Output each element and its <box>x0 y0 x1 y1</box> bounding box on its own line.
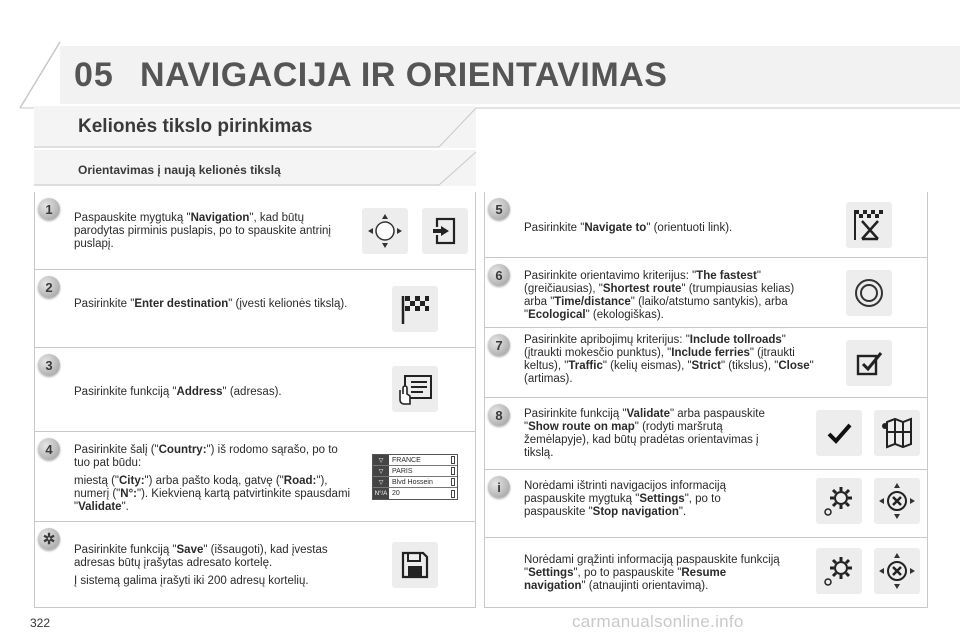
show-route-on-map-button[interactable] <box>874 410 920 456</box>
flag-hourglass-icon <box>852 207 886 243</box>
chapter-title: NAVIGACIJA IR ORIENTAVIMAS <box>140 56 668 94</box>
step-badge-3: 3 <box>38 354 60 376</box>
chapter-number: 05 <box>74 56 114 94</box>
next-page-button[interactable] <box>422 208 468 254</box>
save-button[interactable] <box>392 542 438 588</box>
scroll-marker <box>451 478 455 486</box>
step-badge-5: 5 <box>488 198 510 220</box>
step-badge-6: 6 <box>488 264 510 286</box>
resume-navigation-icon <box>877 551 917 591</box>
gear-icon <box>822 484 856 518</box>
resume-navigation-button[interactable] <box>874 548 920 594</box>
validate-button[interactable] <box>816 410 862 456</box>
step-8 <box>484 398 928 470</box>
step-3 <box>34 348 476 432</box>
checkered-flag-icon <box>398 292 432 326</box>
step-1-text: Paspauskite mygtuką "Navigation", kad būtų parodytas pirminis puslapis, po to spauskite antrinį puslapį. <box>74 212 331 250</box>
step-3-text: Pasirinkite funkciją "Address" (adresas). <box>74 386 282 398</box>
step-badge-8: 8 <box>488 404 510 426</box>
step-save-text: Pasirinkite funkciją "Save" (išsaugoti), kad įvestas adresas būtų įrašytas adresato kortelę. Į sistemą galima įrašyti iki 200 adresų kortelių. <box>74 544 328 587</box>
country-row[interactable]: ▽ FRANCE <box>373 455 457 466</box>
info-badge-icon: i <box>488 476 510 498</box>
gear-badge-icon: ✲ <box>38 528 60 550</box>
filter-icon: ▽ <box>373 466 389 476</box>
step-resume-text: Norėdami grąžinti informaciją paspauskite funkciją "Settings", po to paspauskite "Resume navigation" (atnaujinti orientavimą). <box>524 554 780 592</box>
step-resume <box>484 538 928 608</box>
floppy-disk-icon <box>399 549 431 581</box>
step-2-text: Pasirinkite "Enter destination" (įvesti kelionės tikslą). <box>74 298 348 310</box>
enter-destination-button[interactable] <box>392 286 438 332</box>
step-info <box>484 470 928 538</box>
scroll-marker <box>451 456 455 464</box>
step-7-text: Pasirinkite apribojimų kriterijus: "Include tollroads" (įtraukti mokesčio punktus), "Include ferries" (įtraukti keltus), "Traffic" (kelių eismas), "Strict" (tikslus), "Close" (artimas). <box>524 334 814 385</box>
step-5-text: Pasirinkite "Navigate to" (orientuoti link). <box>524 222 733 234</box>
scroll-marker <box>451 490 455 498</box>
watermark: carmanualsonline.info <box>572 612 744 631</box>
step-6 <box>484 258 928 328</box>
step-2 <box>34 270 476 348</box>
gear-icon <box>822 554 856 588</box>
step-save <box>34 522 476 608</box>
step-badge-1: 1 <box>38 198 60 220</box>
step-info-text: Norėdami ištrinti navigacijos informaciją paspauskite mygtuką "Settings", po to paspauskite "Stop navigation". <box>524 480 726 518</box>
target-circle-icon <box>853 277 885 309</box>
number-row[interactable]: N°/A 20 <box>373 488 457 499</box>
step-6-text: Pasirinkite orientavimo kriterijus: "The fastest" (greičiausias), "Shortest route" (trumpiausias kelias) arba "Time/distance" (laiko/atstumo santykis), arba "Ecological" (ekologiškas). <box>524 270 795 321</box>
filter-icon: ▽ <box>373 477 389 487</box>
map-icon <box>879 416 915 450</box>
page-arrow-icon <box>430 216 460 246</box>
stop-navigation-button[interactable] <box>874 478 920 524</box>
scroll-marker <box>451 467 455 475</box>
restriction-criteria-button[interactable] <box>846 340 892 386</box>
step-badge-2: 2 <box>38 276 60 298</box>
step-7 <box>484 328 928 398</box>
navigation-joystick-icon <box>365 211 405 251</box>
number-label: N°/A <box>373 488 389 499</box>
checkmark-icon <box>825 419 853 447</box>
step-badge-4: 4 <box>38 438 60 460</box>
subsection-title: Orientavimas į naują kelionės tikslą <box>78 163 281 177</box>
route-criteria-button[interactable] <box>846 270 892 316</box>
checkbox-icon <box>853 347 885 379</box>
page-number: 322 <box>30 616 51 630</box>
settings-button[interactable] <box>816 478 862 524</box>
city-row[interactable]: ▽ PARIS <box>373 466 457 477</box>
address-card-icon <box>397 372 433 406</box>
navigate-to-button[interactable] <box>846 202 892 248</box>
step-4-text: Pasirinkite šalį ("Country:") iš rodomo sąrašo, po to tuo pat būdu: miestą ("City:") arba pašto kodą, gatvę ("Road:"), numerį ("N°:"). Kiekvieną kartą patvirtinkite spausdami "Validate". <box>74 444 351 513</box>
step-badge-7: 7 <box>488 334 510 356</box>
filter-icon: ▽ <box>373 455 389 465</box>
country-list[interactable] <box>372 454 458 500</box>
settings-button[interactable] <box>816 548 862 594</box>
step-1 <box>34 192 476 270</box>
stop-navigation-icon <box>877 481 917 521</box>
step-8-text: Pasirinkite funkciją "Validate" arba paspauskite "Show route on map" (rodyti maršrutą žemėlapyje), kad būtų pradėtas orientavimas į tikslą. <box>524 408 765 459</box>
section-title: Kelionės tikslo pirinkimas <box>78 116 313 137</box>
navigation-button[interactable] <box>362 208 408 254</box>
road-row[interactable]: ▽ Blvd Hossein <box>373 477 457 488</box>
address-button[interactable] <box>392 366 438 412</box>
step-5 <box>484 192 928 258</box>
